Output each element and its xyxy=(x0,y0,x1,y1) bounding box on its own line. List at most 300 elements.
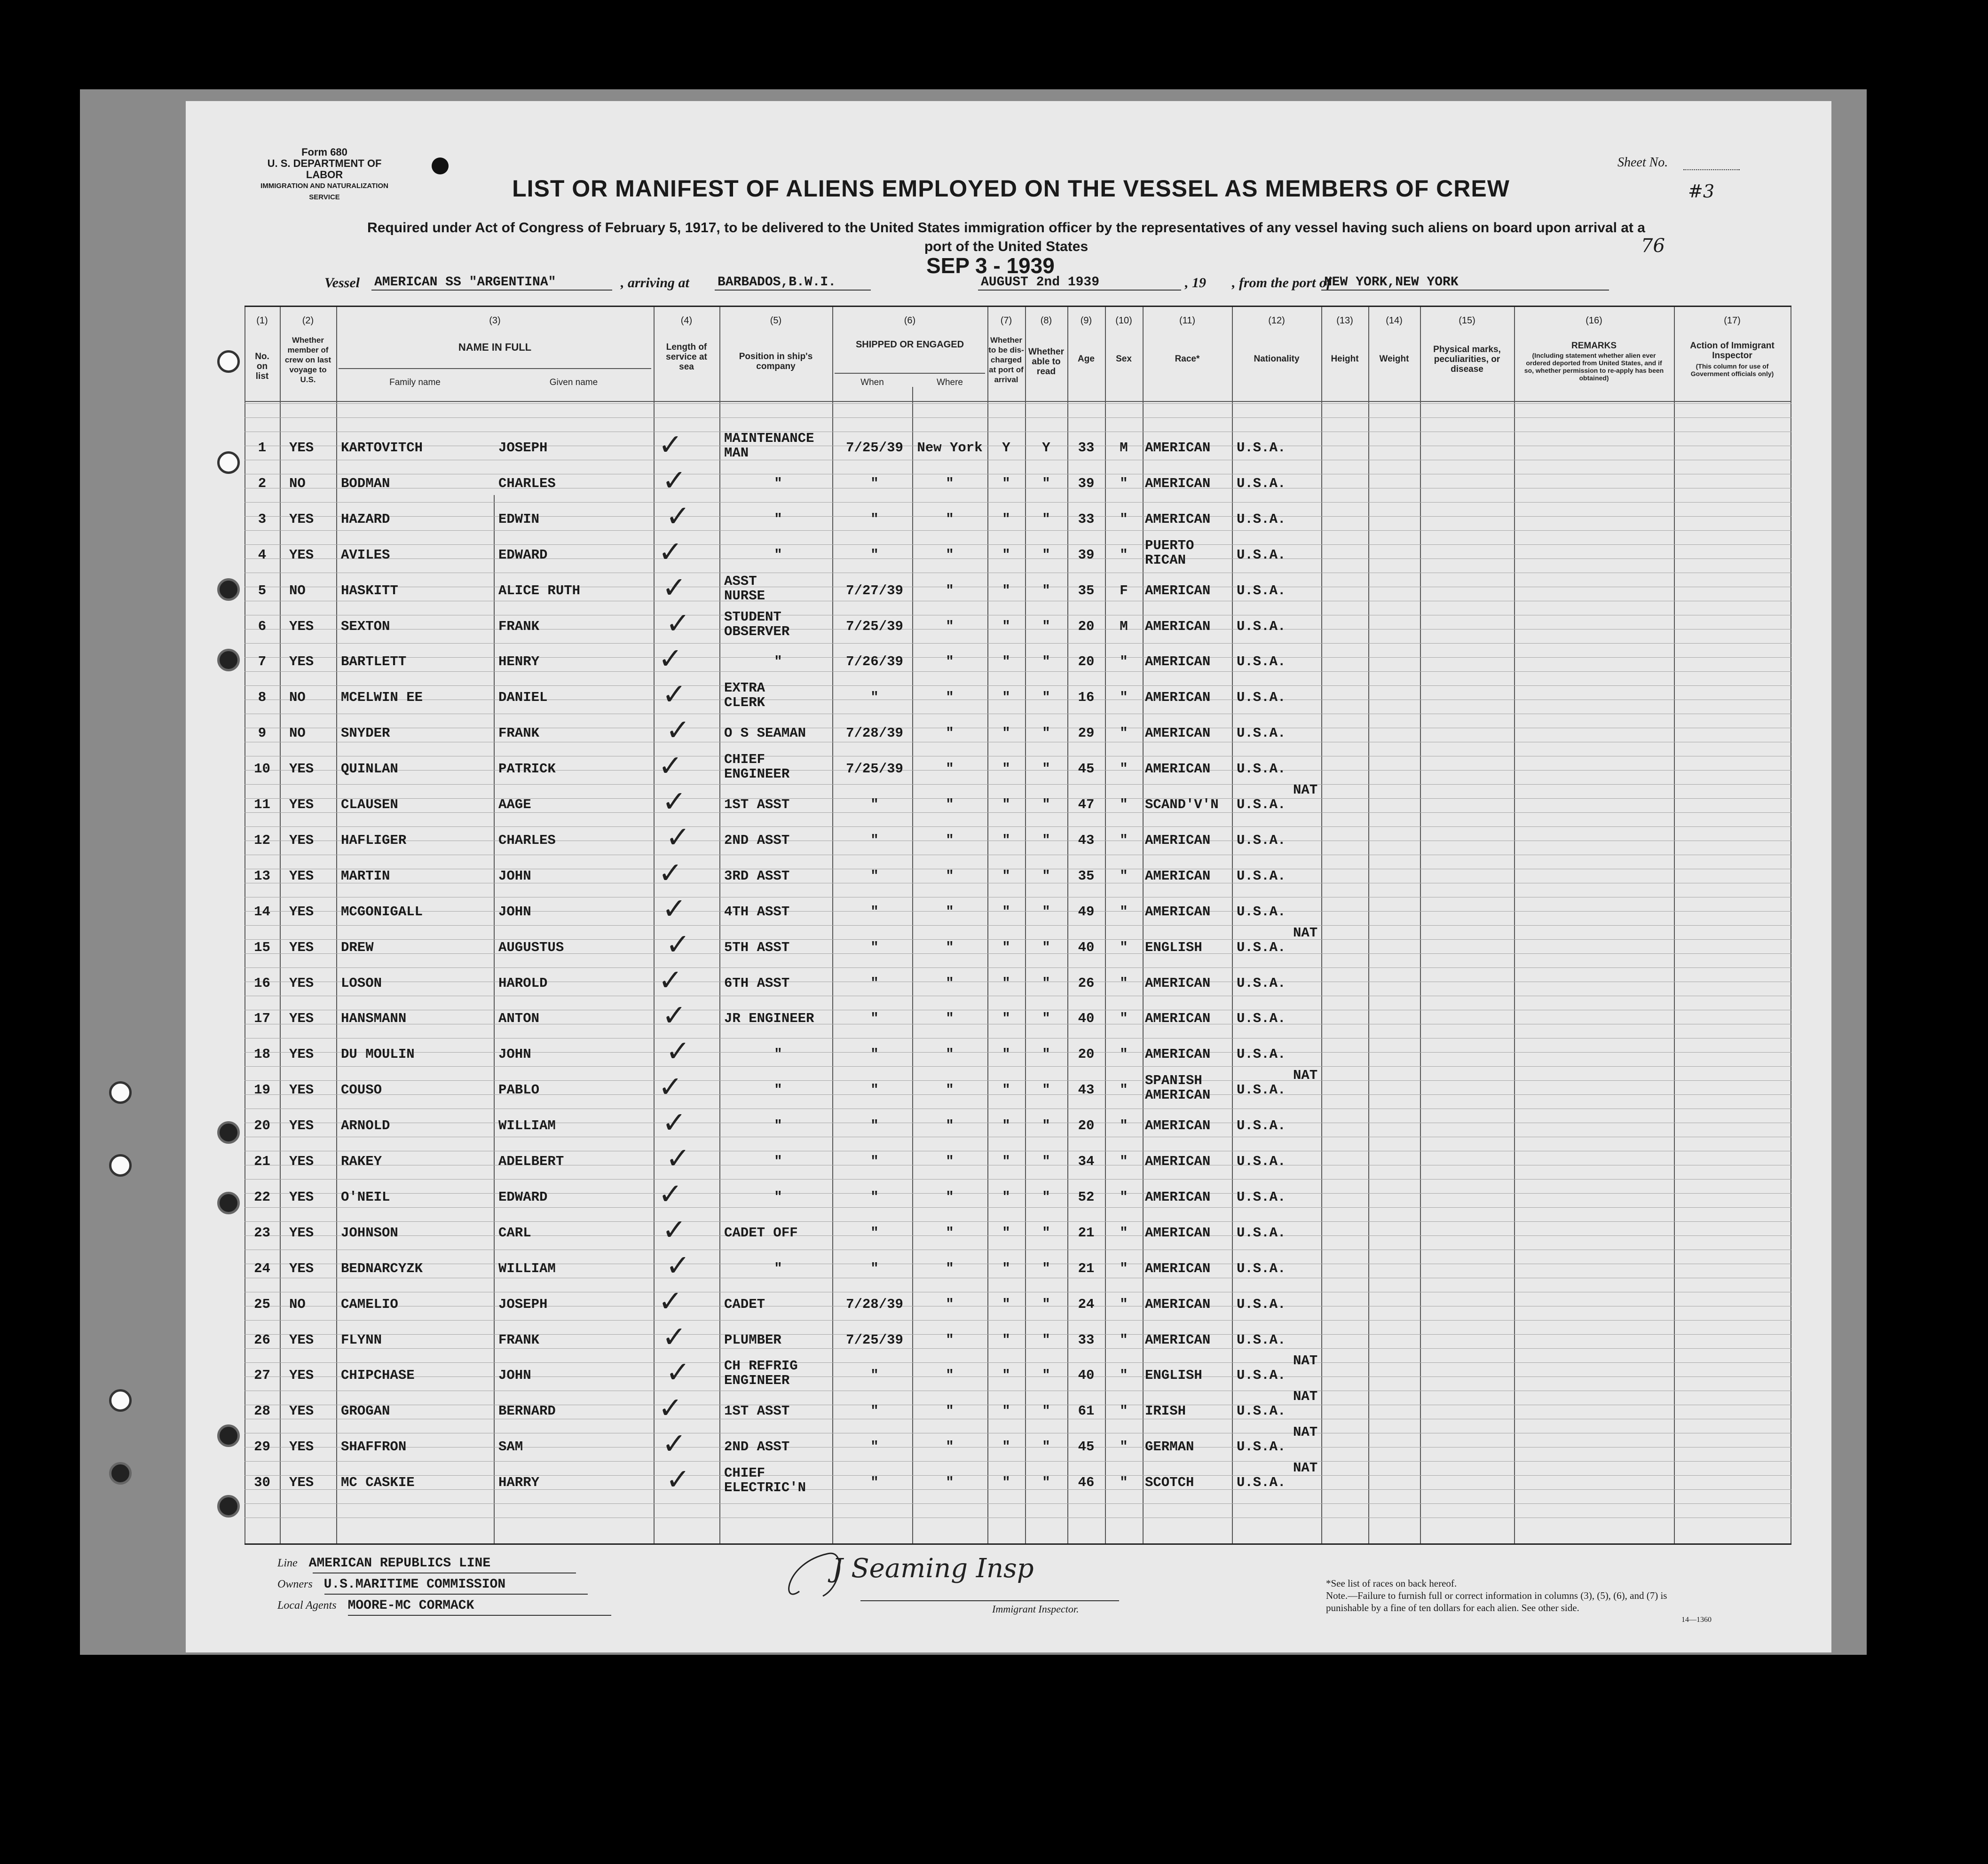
cell-race xyxy=(1145,476,1232,491)
race-line: AMERICAN xyxy=(1145,440,1211,456)
check-mark-icon: ✓ xyxy=(658,1391,683,1425)
cell-when: " xyxy=(870,1046,879,1062)
name-divider xyxy=(339,368,651,369)
cell-when: " xyxy=(870,511,879,527)
cell-family: BEDNARCYZK xyxy=(341,1260,423,1276)
check-mark-icon: ✓ xyxy=(666,1355,690,1390)
cell-race xyxy=(1145,1226,1232,1240)
form-number-block xyxy=(249,147,400,203)
check-mark-icon: ✓ xyxy=(662,891,686,926)
col-number: (9) xyxy=(1080,315,1092,326)
cell-nat: U.S.A. xyxy=(1237,1225,1286,1241)
cell-when: 7/25/39 xyxy=(846,1332,903,1348)
cell-nat: U.S.A. xyxy=(1237,1046,1286,1062)
cell-crew: YES xyxy=(289,1011,314,1027)
cell-when: " xyxy=(870,1368,879,1384)
cell-nat: U.S.A. xyxy=(1237,1296,1286,1312)
cell-read: " xyxy=(1042,475,1050,491)
naturalized-mark: NAT xyxy=(1293,782,1318,798)
header-race: Race* xyxy=(1175,354,1200,364)
cell-where: " xyxy=(946,582,954,598)
cell-position xyxy=(724,1297,832,1312)
table-row xyxy=(245,534,1791,573)
cell-when: " xyxy=(870,1189,879,1205)
department-name: U. S. DEPARTMENT OF LABOR xyxy=(267,157,382,181)
cell-sex: " xyxy=(1120,511,1128,527)
cell-where: " xyxy=(946,1082,954,1098)
cell-race xyxy=(1145,797,1232,812)
position-line: CLERK xyxy=(724,695,765,711)
cell-nat: U.S.A. xyxy=(1237,832,1286,848)
table-row xyxy=(245,1353,1791,1393)
line-value: AMERICAN REPUBLICS LINE xyxy=(308,1556,491,1571)
cell-disch: " xyxy=(1002,1118,1010,1134)
position-line: 6TH ASST xyxy=(724,975,790,991)
race-line: AMERICAN xyxy=(1145,1332,1211,1348)
cell-position xyxy=(724,1466,832,1495)
cell-nat: U.S.A. xyxy=(1237,654,1286,670)
cell-when: " xyxy=(870,690,879,706)
cell-race xyxy=(1145,1297,1232,1312)
cell-family: HAZARD xyxy=(341,511,390,527)
race-line: SPANISH xyxy=(1145,1073,1202,1089)
position-line: ENGINEER xyxy=(724,1373,790,1389)
cell-position xyxy=(724,797,832,812)
cell-where: " xyxy=(946,1189,954,1205)
cell-race xyxy=(1145,976,1232,991)
race-line: AMERICAN xyxy=(1145,618,1211,634)
header-weight: Weight xyxy=(1379,354,1409,364)
signature-text: J Seaming Insp xyxy=(832,1553,1034,1584)
cell-where: " xyxy=(946,1296,954,1312)
race-line: AMERICAN xyxy=(1145,1260,1211,1276)
binder-hole xyxy=(109,1081,132,1104)
cell-where: " xyxy=(946,725,954,741)
cell-when: " xyxy=(870,547,879,563)
race-line: AMERICAN xyxy=(1145,725,1211,741)
race-line: ENGLISH xyxy=(1145,1368,1202,1384)
binder-hole xyxy=(217,1424,240,1447)
cell-age: 45 xyxy=(1078,1439,1095,1455)
cell-race xyxy=(1145,1368,1232,1383)
cell-family: CAMELIO xyxy=(341,1296,398,1312)
owners-value: U.S.MARITIME COMMISSION xyxy=(323,1577,506,1592)
cell-nat: U.S.A. xyxy=(1237,1260,1286,1276)
cell-no: 13 xyxy=(254,868,270,884)
position-line: MAN xyxy=(724,445,749,461)
cell-where: " xyxy=(946,1260,954,1276)
cell-given: EDWIN xyxy=(498,511,540,527)
agents-label: Local Agents xyxy=(277,1599,337,1612)
cell-age: 33 xyxy=(1078,1332,1095,1348)
cell-sex: " xyxy=(1120,1439,1128,1455)
cell-no: 4 xyxy=(258,547,267,563)
cell-where: " xyxy=(946,618,954,634)
table-row xyxy=(245,748,1791,786)
cell-family: JOHNSON xyxy=(341,1225,398,1241)
cell-race xyxy=(1145,1475,1232,1490)
table-row xyxy=(245,1034,1791,1072)
footer-agents-block xyxy=(277,1598,474,1613)
cell-disch: " xyxy=(1002,832,1010,848)
header-where: Where xyxy=(937,378,963,387)
cell-disch: " xyxy=(1002,1296,1010,1312)
col-number: (12) xyxy=(1268,315,1285,326)
race-line: AMERICAN xyxy=(1145,690,1211,706)
cell-no: 19 xyxy=(254,1082,270,1098)
cell-no: 30 xyxy=(254,1475,270,1491)
cell-crew: NO xyxy=(289,582,306,598)
cell-sex: " xyxy=(1120,939,1128,955)
cell-family: MCGONIGALL xyxy=(341,904,423,920)
cell-read: " xyxy=(1042,939,1050,955)
cell-nat: U.S.A. xyxy=(1237,511,1286,527)
cell-disch: " xyxy=(1002,1082,1010,1098)
cell-nat: U.S.A. xyxy=(1237,690,1286,706)
cell-family: CHIPCHASE xyxy=(341,1368,415,1384)
position-line: 1ST ASST xyxy=(724,797,790,812)
col-number: (16) xyxy=(1586,315,1602,326)
race-line: AMERICAN xyxy=(1145,1011,1211,1027)
cell-where: " xyxy=(946,868,954,884)
col-number: (1) xyxy=(256,315,268,326)
cell-crew: YES xyxy=(289,1439,314,1455)
naturalized-mark: NAT xyxy=(1293,1389,1318,1405)
cell-disch: " xyxy=(1002,1046,1010,1062)
table-row xyxy=(245,713,1791,751)
cell-disch: " xyxy=(1002,1439,1010,1455)
race-line: AMERICAN xyxy=(1145,654,1211,670)
cell-when: " xyxy=(870,1475,879,1491)
cell-race xyxy=(1145,440,1232,455)
position-line: OBSERVER xyxy=(724,623,790,639)
subtitle-line-1: Required under Act of Congress of February 5, 1917, to be delivered to the United States immigration officer by the representatives of any vessel having such aliens on board upon arrival at a xyxy=(367,220,1645,236)
cell-where: " xyxy=(946,939,954,955)
line-label: Line xyxy=(277,1557,298,1569)
cell-race xyxy=(1145,1154,1232,1169)
cell-given: FRANK xyxy=(498,725,540,741)
cell-read: " xyxy=(1042,832,1050,848)
cell-race xyxy=(1145,538,1232,567)
cell-crew: YES xyxy=(289,1332,314,1348)
cell-disch: Y xyxy=(1002,440,1010,456)
cell-no: 29 xyxy=(254,1439,270,1455)
date-stamp: SEP 3 - 1939 xyxy=(926,253,1055,278)
cell-family: GROGAN xyxy=(341,1403,390,1419)
header-when: When xyxy=(860,378,884,387)
cell-race xyxy=(1145,904,1232,919)
print-code: 14—1360 xyxy=(1681,1616,1712,1624)
position-line: ASST xyxy=(724,573,757,589)
position-line: " xyxy=(774,511,782,527)
cell-sex: " xyxy=(1120,654,1128,670)
check-mark-icon: ✓ xyxy=(658,962,683,997)
naturalized-mark: NAT xyxy=(1293,925,1318,941)
cell-sex: " xyxy=(1120,1154,1128,1169)
cell-family: SNYDER xyxy=(341,725,390,741)
position-line: " xyxy=(774,654,782,670)
col-number: (14) xyxy=(1386,315,1403,326)
cell-position xyxy=(724,1226,832,1240)
arrival-port: BARBADOS,B.W.I. xyxy=(715,275,871,291)
cell-read: " xyxy=(1042,1118,1050,1134)
table-row xyxy=(245,1283,1791,1322)
cell-family: DU MOULIN xyxy=(341,1046,415,1062)
header-height: Height xyxy=(1331,354,1359,364)
cell-race xyxy=(1145,762,1232,776)
check-mark-icon: ✓ xyxy=(662,1212,686,1247)
cell-sex: " xyxy=(1120,1296,1128,1312)
cell-crew: NO xyxy=(289,690,306,706)
cell-age: 61 xyxy=(1078,1403,1095,1419)
header-length-service: Length of service at sea xyxy=(666,342,707,372)
position-line: 1ST ASST xyxy=(724,1403,790,1419)
cell-race xyxy=(1145,512,1232,527)
cell-given: FRANK xyxy=(498,1332,540,1348)
cell-given: JOHN xyxy=(498,868,531,884)
cell-given: CHARLES xyxy=(498,475,556,491)
cell-age: 34 xyxy=(1078,1154,1095,1169)
cell-disch: " xyxy=(1002,975,1010,991)
cell-no: 27 xyxy=(254,1368,270,1384)
cell-given: JOSEPH xyxy=(498,1296,548,1312)
races-note: *See list of races on back hereof. xyxy=(1326,1578,1457,1589)
cell-disch: " xyxy=(1002,797,1010,812)
cell-age: 21 xyxy=(1078,1225,1095,1241)
col-number: (11) xyxy=(1179,315,1196,326)
race-line: PUERTO xyxy=(1145,537,1194,553)
cell-age: 49 xyxy=(1078,904,1095,920)
cell-no: 1 xyxy=(258,440,267,456)
cell-nat: U.S.A. xyxy=(1237,868,1286,884)
cell-position xyxy=(724,976,832,991)
header-family-name: Family name xyxy=(389,378,441,387)
punch-hole xyxy=(432,157,449,174)
naturalized-mark: NAT xyxy=(1293,1424,1318,1440)
position-line: ELECTRIC'N xyxy=(724,1480,806,1496)
col-number: (6) xyxy=(904,315,916,326)
position-line: CHIEF xyxy=(724,1465,765,1481)
header-given-name: Given name xyxy=(549,378,598,387)
cell-crew: NO xyxy=(289,1296,306,1312)
cell-nat: U.S.A. xyxy=(1237,797,1286,812)
cell-given: HARRY xyxy=(498,1475,540,1491)
table-row xyxy=(245,1068,1791,1108)
cell-no: 20 xyxy=(254,1118,270,1134)
cell-nat: U.S.A. xyxy=(1237,939,1286,955)
position-line: MAINTENANCE xyxy=(724,431,814,446)
race-line: IRISH xyxy=(1145,1403,1186,1419)
cell-disch: " xyxy=(1002,1332,1010,1348)
shipped-divider xyxy=(835,373,985,374)
cell-race xyxy=(1145,1073,1232,1102)
cell-read: " xyxy=(1042,1260,1050,1276)
cell-no: 23 xyxy=(254,1225,270,1241)
cell-position xyxy=(724,726,832,740)
cell-family: FLYNN xyxy=(341,1332,382,1348)
cell-where: " xyxy=(946,904,954,920)
cell-age: 39 xyxy=(1078,547,1095,563)
cell-race xyxy=(1145,869,1232,883)
cell-disch: " xyxy=(1002,582,1010,598)
cell-read: " xyxy=(1042,1011,1050,1027)
cell-crew: YES xyxy=(289,1225,314,1241)
header-discharged: Whether to be dis-charged at port of arrival xyxy=(988,336,1024,384)
check-mark-icon: ✓ xyxy=(658,1176,683,1211)
cell-given: JOHN xyxy=(498,904,531,920)
race-line: AMERICAN xyxy=(1145,1118,1211,1134)
cell-position xyxy=(724,574,832,603)
cell-nat: U.S.A. xyxy=(1237,725,1286,741)
cell-family: LOSON xyxy=(341,975,382,991)
cell-disch: " xyxy=(1002,939,1010,955)
cell-nat: U.S.A. xyxy=(1237,1475,1286,1491)
race-line: AMERICAN xyxy=(1145,1189,1211,1205)
cell-family: QUINLAN xyxy=(341,761,398,777)
cell-nat: U.S.A. xyxy=(1237,1082,1286,1098)
cell-position xyxy=(724,1190,832,1204)
cell-disch: " xyxy=(1002,618,1010,634)
table-row xyxy=(245,1176,1791,1215)
cell-family: ARNOLD xyxy=(341,1118,390,1134)
cell-nat: U.S.A. xyxy=(1237,1154,1286,1169)
cell-crew: YES xyxy=(289,1189,314,1205)
cell-no: 18 xyxy=(254,1046,270,1062)
cell-no: 17 xyxy=(254,1011,270,1027)
cell-family: HASKITT xyxy=(341,582,398,598)
vessel-name: AMERICAN SS "ARGENTINA" xyxy=(371,275,612,291)
cell-no: 7 xyxy=(258,654,267,670)
header-remarks: REMARKS xyxy=(1571,341,1617,351)
owners-label: Owners xyxy=(277,1578,313,1590)
cell-read: " xyxy=(1042,511,1050,527)
col-number: (3) xyxy=(489,315,501,326)
check-mark-icon: ✓ xyxy=(662,463,686,497)
cell-read: " xyxy=(1042,618,1050,634)
check-mark-icon: ✓ xyxy=(662,1426,686,1461)
cell-when: 7/26/39 xyxy=(846,654,903,670)
cell-where: " xyxy=(946,547,954,563)
cell-sex: " xyxy=(1120,975,1128,991)
cell-crew: NO xyxy=(289,725,306,741)
race-line: AMERICAN xyxy=(1145,1296,1211,1312)
cell-when: " xyxy=(870,1011,879,1027)
arrival-date: AUGUST 2nd 1939 xyxy=(978,275,1181,291)
cell-race xyxy=(1145,833,1232,848)
race-line: AMERICAN xyxy=(1145,475,1211,491)
check-mark-icon: ✓ xyxy=(666,713,690,747)
cell-disch: " xyxy=(1002,547,1010,563)
cell-when: " xyxy=(870,939,879,955)
cell-crew: YES xyxy=(289,618,314,634)
cell-sex: " xyxy=(1120,832,1128,848)
position-line: 2ND ASST xyxy=(724,832,790,848)
table-row xyxy=(245,463,1791,501)
table-row xyxy=(245,891,1791,929)
cell-read: " xyxy=(1042,725,1050,741)
race-line: SCOTCH xyxy=(1145,1475,1194,1491)
cell-no: 28 xyxy=(254,1403,270,1419)
cell-given: ADELBERT xyxy=(498,1154,564,1169)
cell-position xyxy=(724,1439,832,1454)
cell-where: " xyxy=(946,1154,954,1169)
position-line: PLUMBER xyxy=(724,1332,781,1348)
cell-age: 35 xyxy=(1078,868,1095,884)
position-line: " xyxy=(774,475,782,491)
footer-line-block xyxy=(277,1556,490,1571)
cell-crew: YES xyxy=(289,511,314,527)
race-line: AMERICAN xyxy=(1145,1225,1211,1241)
cell-crew: YES xyxy=(289,1260,314,1276)
cell-disch: " xyxy=(1002,511,1010,527)
cell-age: 20 xyxy=(1078,1046,1095,1062)
cell-where: " xyxy=(946,475,954,491)
cell-age: 45 xyxy=(1078,761,1095,777)
cell-family: HAFLIGER xyxy=(341,832,407,848)
binder-hole xyxy=(217,1121,240,1144)
cell-disch: " xyxy=(1002,1475,1010,1491)
inspector-signature xyxy=(771,1521,1128,1615)
table-row xyxy=(245,1319,1791,1358)
cell-sex: " xyxy=(1120,1046,1128,1062)
cell-given: EDWARD xyxy=(498,1189,548,1205)
cell-sex: " xyxy=(1120,1082,1128,1098)
binder-hole xyxy=(217,1192,240,1214)
cell-crew: YES xyxy=(289,1118,314,1134)
binder-hole xyxy=(217,350,240,373)
col-number: (4) xyxy=(680,315,693,326)
position-line: NURSE xyxy=(724,588,765,604)
page-number: 76 xyxy=(1641,235,1665,257)
position-line: " xyxy=(774,547,782,563)
position-line: CHIEF xyxy=(724,752,765,768)
cell-disch: " xyxy=(1002,1011,1010,1027)
check-mark-icon: ✓ xyxy=(658,1283,683,1318)
check-mark-icon: ✓ xyxy=(666,1034,690,1069)
cell-read: " xyxy=(1042,582,1050,598)
binder-hole xyxy=(217,1495,240,1518)
cell-nat: U.S.A. xyxy=(1237,618,1286,634)
cell-family: MCELWIN EE xyxy=(341,690,423,706)
from-label: , from the port of xyxy=(1232,275,1331,291)
table-row xyxy=(245,606,1791,644)
cell-position xyxy=(724,548,832,562)
inspector-label: Immigrant Inspector. xyxy=(992,1603,1079,1615)
cell-position xyxy=(724,1404,832,1418)
cell-nat: U.S.A. xyxy=(1237,1118,1286,1134)
cell-race xyxy=(1145,583,1232,598)
naturalized-mark: NAT xyxy=(1293,1068,1318,1084)
sheet-mark: #3 xyxy=(1688,181,1715,202)
cell-when: " xyxy=(870,1154,879,1169)
race-line: GERMAN xyxy=(1145,1439,1194,1455)
cell-family: AVILES xyxy=(341,547,390,563)
binder-hole xyxy=(109,1462,132,1485)
cell-position xyxy=(724,1333,832,1347)
cell-when: 7/27/39 xyxy=(846,582,903,598)
cell-nat: U.S.A. xyxy=(1237,547,1286,563)
cell-no: 22 xyxy=(254,1189,270,1205)
cell-where: " xyxy=(946,1368,954,1384)
cell-given: BERNARD xyxy=(498,1403,556,1419)
cell-sex: " xyxy=(1120,1332,1128,1348)
table-row xyxy=(245,1105,1791,1143)
cell-no: 16 xyxy=(254,975,270,991)
cell-given: AUGUSTUS xyxy=(498,939,564,955)
check-mark-icon: ✓ xyxy=(658,641,683,676)
cell-no: 8 xyxy=(258,690,267,706)
position-line: ENGINEER xyxy=(724,766,790,782)
